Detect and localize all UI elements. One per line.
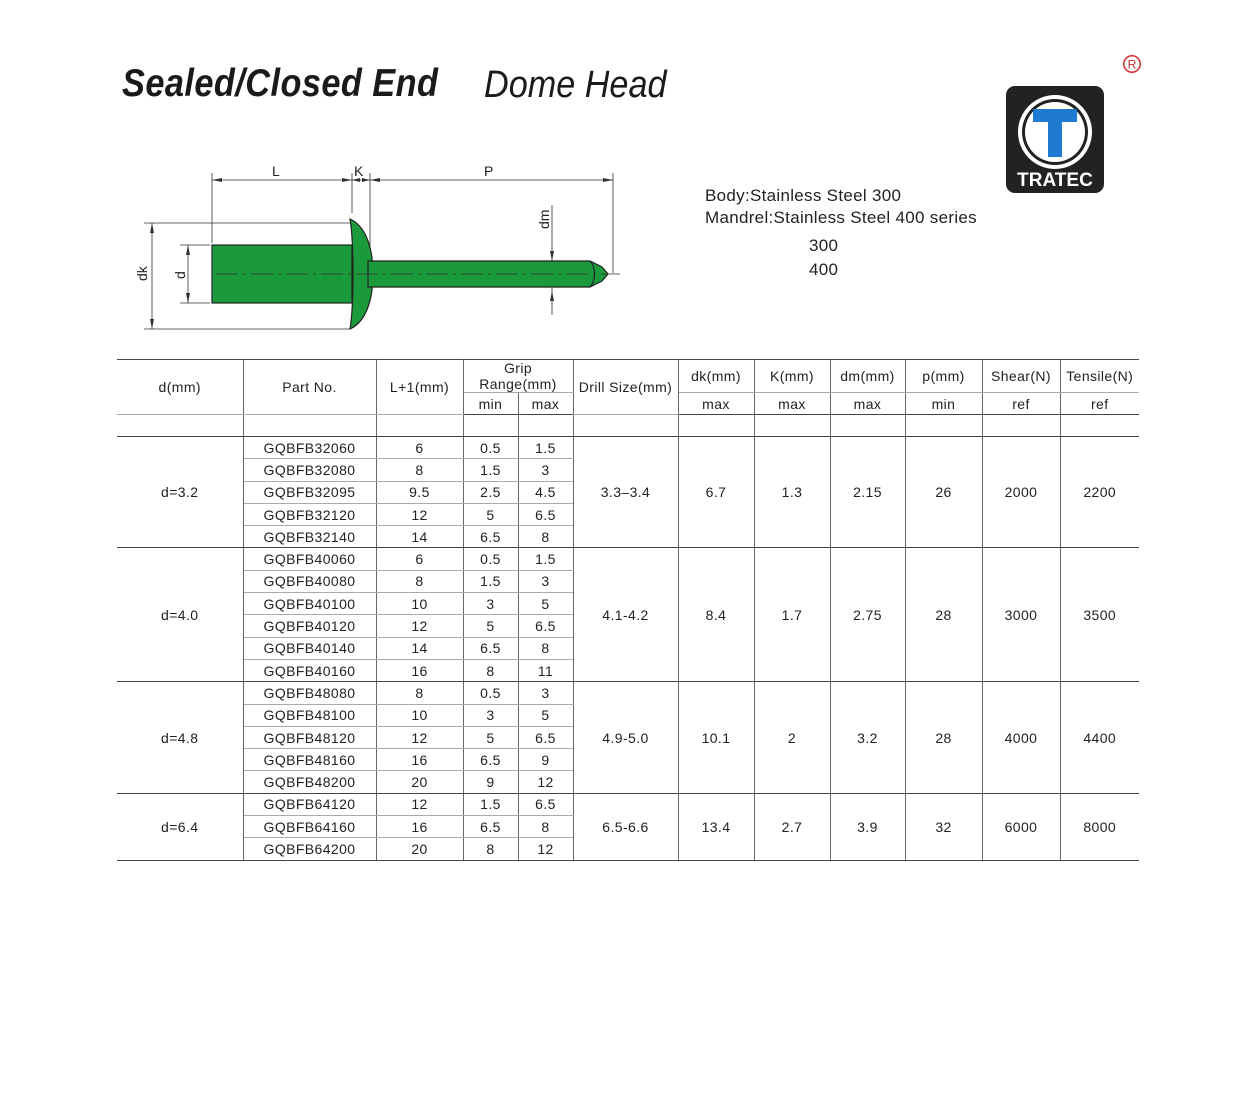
header-grip-min: min <box>463 393 518 415</box>
material-spec <box>705 185 977 281</box>
body-material: Body:Stainless Steel 300 <box>705 186 902 205</box>
cell-part-no: GQBFB64120 <box>243 793 376 815</box>
cell-grip-max: 9 <box>518 749 573 771</box>
spacer-row <box>117 415 1139 437</box>
cell-grip-max: 6.5 <box>518 503 573 525</box>
cell-grip-min: 3 <box>463 593 518 615</box>
cell-grip-max: 3 <box>518 459 573 481</box>
mandrel-grade: 400 <box>809 260 839 279</box>
cell-grip-max: 1.5 <box>518 437 573 459</box>
cell-p: 28 <box>905 548 982 682</box>
cell-part-no: GQBFB32140 <box>243 526 376 548</box>
cell-length: 10 <box>376 593 463 615</box>
header-drill-size: Drill Size(mm) <box>573 360 678 415</box>
cell-part-no: GQBFB40120 <box>243 615 376 637</box>
cell-grip-max: 6.5 <box>518 793 573 815</box>
header-dm-sub: max <box>830 393 905 415</box>
header-tensile: Tensile(N) <box>1060 360 1139 393</box>
cell-length: 12 <box>376 503 463 525</box>
cell-grip-min: 5 <box>463 503 518 525</box>
cell-part-no: GQBFB40140 <box>243 637 376 659</box>
cell-grip-min: 1.5 <box>463 793 518 815</box>
rivet-drawing <box>130 155 630 340</box>
cell-length: 20 <box>376 838 463 860</box>
registered-mark-icon <box>1122 54 1142 74</box>
cell-grip-max: 4.5 <box>518 481 573 503</box>
cell-k: 1.7 <box>754 548 830 682</box>
cell-shear: 3000 <box>982 548 1060 682</box>
header-shear: Shear(N) <box>982 360 1060 393</box>
cell-part-no: GQBFB64200 <box>243 838 376 860</box>
header-dm: dm(mm) <box>830 360 905 393</box>
cell-length: 12 <box>376 726 463 748</box>
cell-grip-max: 8 <box>518 526 573 548</box>
cell-part-no: GQBFB40060 <box>243 548 376 570</box>
dimension-label-P: P <box>484 163 494 179</box>
cell-grip-max: 1.5 <box>518 548 573 570</box>
cell-part-no: GQBFB64160 <box>243 816 376 838</box>
header-grip-range: Grip Range(mm) <box>463 360 573 393</box>
tratec-logo <box>1005 85 1105 194</box>
cell-shear: 4000 <box>982 682 1060 793</box>
table-row <box>117 437 1139 459</box>
cell-grip-max: 12 <box>518 771 573 793</box>
dimension-label-K: K <box>354 163 364 179</box>
header-p-sub: min <box>905 393 982 415</box>
cell-grip-min: 3 <box>463 704 518 726</box>
cell-diameter: d=3.2 <box>117 437 243 548</box>
cell-length: 6 <box>376 548 463 570</box>
cell-grip-min: 6.5 <box>463 816 518 838</box>
cell-grip-max: 5 <box>518 704 573 726</box>
cell-grip-max: 6.5 <box>518 615 573 637</box>
page-subtitle: Dome Head <box>484 64 667 106</box>
cell-shear: 6000 <box>982 793 1060 860</box>
cell-grip-min: 0.5 <box>463 437 518 459</box>
cell-grip-max: 8 <box>518 637 573 659</box>
header-tensile-sub: ref <box>1060 393 1139 415</box>
cell-grip-min: 0.5 <box>463 548 518 570</box>
cell-part-no: GQBFB32060 <box>243 437 376 459</box>
cell-length: 16 <box>376 659 463 681</box>
cell-grip-min: 8 <box>463 659 518 681</box>
cell-grip-max: 6.5 <box>518 726 573 748</box>
cell-tensile: 3500 <box>1060 548 1139 682</box>
table-row <box>117 793 1139 815</box>
cell-k: 1.3 <box>754 437 830 548</box>
cell-part-no: GQBFB48080 <box>243 682 376 704</box>
dimension-label-L: L <box>272 163 280 179</box>
cell-drill-size: 4.9-5.0 <box>573 682 678 793</box>
cell-dm: 3.9 <box>830 793 905 860</box>
cell-grip-min: 1.5 <box>463 459 518 481</box>
cell-grip-max: 5 <box>518 593 573 615</box>
cell-p: 28 <box>905 682 982 793</box>
cell-grip-min: 1.5 <box>463 570 518 592</box>
cell-grip-min: 9 <box>463 771 518 793</box>
cell-dk: 13.4 <box>678 793 754 860</box>
cell-diameter: d=4.0 <box>117 548 243 682</box>
table-row <box>117 682 1139 704</box>
cell-dk: 8.4 <box>678 548 754 682</box>
cell-p: 32 <box>905 793 982 860</box>
registered-mark-letter: R <box>1127 57 1137 72</box>
header-shear-sub: ref <box>982 393 1060 415</box>
page-title: Sealed/Closed End <box>122 62 439 105</box>
header-k: K(mm) <box>754 360 830 393</box>
cell-length: 9.5 <box>376 481 463 503</box>
dimension-label-dm: dm <box>536 209 552 229</box>
cell-grip-min: 8 <box>463 838 518 860</box>
cell-part-no: GQBFB40100 <box>243 593 376 615</box>
cell-grip-min: 6.5 <box>463 637 518 659</box>
cell-part-no: GQBFB48160 <box>243 749 376 771</box>
cell-dk: 6.7 <box>678 437 754 548</box>
header-grip-max: max <box>518 393 573 415</box>
header-k-sub: max <box>754 393 830 415</box>
dimension-label-dk: dk <box>134 266 150 281</box>
table-row <box>117 548 1139 570</box>
cell-part-no: GQBFB32080 <box>243 459 376 481</box>
cell-k: 2 <box>754 682 830 793</box>
cell-grip-max: 11 <box>518 659 573 681</box>
cell-part-no: GQBFB40160 <box>243 659 376 681</box>
cell-drill-size: 4.1-4.2 <box>573 548 678 682</box>
header-part-no: Part No. <box>243 360 376 415</box>
cell-dk: 10.1 <box>678 682 754 793</box>
cell-length: 10 <box>376 704 463 726</box>
cell-drill-size: 6.5-6.6 <box>573 793 678 860</box>
cell-length: 14 <box>376 637 463 659</box>
cell-tensile: 8000 <box>1060 793 1139 860</box>
cell-grip-min: 0.5 <box>463 682 518 704</box>
cell-length: 8 <box>376 682 463 704</box>
cell-part-no: GQBFB48200 <box>243 771 376 793</box>
header-length: L+1(mm) <box>376 360 463 415</box>
header-dk-sub: max <box>678 393 754 415</box>
cell-length: 8 <box>376 570 463 592</box>
cell-length: 6 <box>376 437 463 459</box>
cell-length: 16 <box>376 749 463 771</box>
cell-length: 14 <box>376 526 463 548</box>
cell-grip-min: 5 <box>463 615 518 637</box>
cell-part-no: GQBFB32120 <box>243 503 376 525</box>
cell-length: 12 <box>376 793 463 815</box>
cell-part-no: GQBFB32095 <box>243 481 376 503</box>
cell-grip-min: 6.5 <box>463 526 518 548</box>
cell-diameter: d=6.4 <box>117 793 243 860</box>
cell-grip-max: 12 <box>518 838 573 860</box>
header-p: p(mm) <box>905 360 982 393</box>
body-grade: 300 <box>809 236 839 255</box>
cell-grip-min: 6.5 <box>463 749 518 771</box>
cell-dm: 2.75 <box>830 548 905 682</box>
cell-part-no: GQBFB48100 <box>243 704 376 726</box>
cell-length: 8 <box>376 459 463 481</box>
header-dk: dk(mm) <box>678 360 754 393</box>
cell-shear: 2000 <box>982 437 1060 548</box>
cell-grip-max: 8 <box>518 816 573 838</box>
cell-grip-min: 5 <box>463 726 518 748</box>
cell-length: 20 <box>376 771 463 793</box>
tratec-logo-text: TRATEC <box>1017 170 1093 191</box>
cell-k: 2.7 <box>754 793 830 860</box>
cell-tensile: 2200 <box>1060 437 1139 548</box>
cell-diameter: d=4.8 <box>117 682 243 793</box>
cell-p: 26 <box>905 437 982 548</box>
cell-grip-max: 3 <box>518 682 573 704</box>
cell-length: 12 <box>376 615 463 637</box>
cell-grip-min: 2.5 <box>463 481 518 503</box>
spec-table <box>117 359 1139 861</box>
cell-part-no: GQBFB48120 <box>243 726 376 748</box>
header-d: d(mm) <box>117 360 243 415</box>
cell-grip-max: 3 <box>518 570 573 592</box>
cell-part-no: GQBFB40080 <box>243 570 376 592</box>
mandrel-material: Mandrel:Stainless Steel 400 series <box>705 208 977 227</box>
dimension-label-d: d <box>172 271 188 279</box>
cell-dm: 2.15 <box>830 437 905 548</box>
cell-drill-size: 3.3–3.4 <box>573 437 678 548</box>
cell-dm: 3.2 <box>830 682 905 793</box>
cell-length: 16 <box>376 816 463 838</box>
cell-tensile: 4400 <box>1060 682 1139 793</box>
